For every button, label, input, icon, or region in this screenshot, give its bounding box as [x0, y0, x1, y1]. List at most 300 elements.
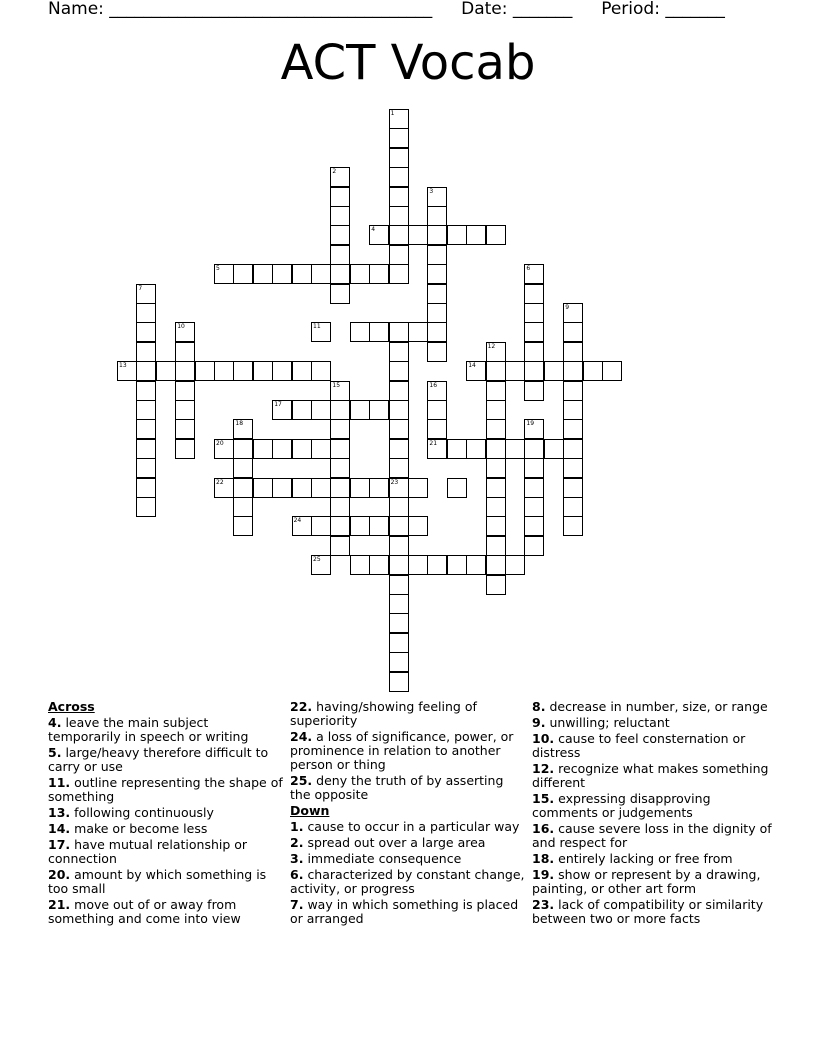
grid-cell[interactable]: [330, 516, 350, 536]
grid-cell[interactable]: [272, 400, 292, 420]
clue-item: [290, 700, 526, 728]
clue-number: 19: [526, 420, 535, 428]
clue-item: [532, 852, 772, 866]
clue-text: decrease in number, size, or range: [549, 699, 768, 714]
grid-cell[interactable]: [389, 187, 409, 207]
grid-cell[interactable]: [408, 322, 428, 342]
grid-cell[interactable]: [233, 419, 253, 439]
grid-cell[interactable]: [466, 361, 486, 381]
clue-text: make or become less: [74, 821, 208, 836]
grid-cell[interactable]: [272, 361, 292, 381]
grid-cell[interactable]: [389, 633, 409, 653]
grid-cell[interactable]: [389, 264, 409, 284]
grid-cell[interactable]: [389, 128, 409, 148]
clue-number-label: 22.: [290, 699, 313, 714]
grid-cell[interactable]: [505, 555, 525, 575]
clue-number-label: 16.: [532, 821, 555, 836]
clue-text: move out of or away from something and come into view: [48, 897, 241, 926]
grid-cell[interactable]: [524, 284, 544, 304]
grid-cell[interactable]: [427, 322, 447, 342]
clue-number: 11: [313, 323, 321, 331]
clue-number-label: 20.: [48, 867, 71, 882]
grid-cell[interactable]: [292, 264, 312, 284]
clue-text: cause severe loss in the dignity of and respect for: [532, 821, 772, 850]
clues-column-1: [48, 700, 284, 928]
clue-item: [290, 868, 526, 896]
name-field-label[interactable]: Name: ______________________________________: [48, 0, 433, 19]
grid-cell[interactable]: [563, 516, 583, 536]
grid-cell[interactable]: [311, 322, 331, 342]
clue-number: 10: [177, 323, 185, 331]
clue-number-label: 24.: [290, 729, 313, 744]
grid-cell[interactable]: [389, 245, 409, 265]
grid-cell[interactable]: [233, 439, 253, 459]
grid-cell[interactable]: [330, 264, 350, 284]
grid-cell[interactable]: [369, 322, 389, 342]
grid-cell[interactable]: [233, 264, 253, 284]
grid-cell[interactable]: [583, 361, 603, 381]
grid-cell[interactable]: [389, 439, 409, 459]
clue-number: 7: [138, 284, 143, 292]
clue-item: [532, 716, 772, 730]
grid-cell[interactable]: [408, 478, 428, 498]
grid-cell[interactable]: [486, 361, 506, 381]
grid-cell[interactable]: [524, 458, 544, 478]
clue-number-label: 19.: [532, 867, 555, 882]
grid-cell[interactable]: [214, 439, 234, 459]
clue-text: cause to occur in a particular way: [307, 819, 520, 834]
clue-text: a loss of significance, power, or prominence in relation to another person or thing: [290, 729, 514, 772]
grid-cell[interactable]: [524, 439, 544, 459]
clue-number-label: 8.: [532, 699, 546, 714]
grid-cell[interactable]: [136, 342, 156, 362]
grid-cell[interactable]: [136, 419, 156, 439]
grid-cell[interactable]: [233, 361, 253, 381]
grid-cell[interactable]: [175, 342, 195, 362]
grid-cell[interactable]: [311, 361, 331, 381]
clue-number-label: 7.: [290, 897, 304, 912]
clue-number: 5: [216, 265, 220, 273]
grid-cell[interactable]: [544, 361, 564, 381]
clue-number-label: 13.: [48, 805, 71, 820]
grid-cell[interactable]: [330, 187, 350, 207]
grid-cell[interactable]: [563, 342, 583, 362]
grid-cell[interactable]: [486, 478, 506, 498]
clue-number: 24: [293, 517, 302, 525]
clue-item: [290, 836, 526, 850]
clue-text: outline representing the shape of something: [48, 775, 283, 804]
grid-cell[interactable]: [330, 478, 350, 498]
grid-cell[interactable]: [330, 284, 350, 304]
clue-text: recognize what makes something different: [532, 761, 769, 790]
clue-item: [290, 852, 526, 866]
grid-cell[interactable]: [175, 381, 195, 401]
grid-cell[interactable]: [524, 342, 544, 362]
grid-cell[interactable]: [524, 478, 544, 498]
clue-item: [532, 700, 772, 714]
clue-text: amount by which something is too small: [48, 867, 267, 896]
grid-cell[interactable]: [292, 400, 312, 420]
grid-cell[interactable]: [524, 536, 544, 556]
grid-cell[interactable]: [311, 555, 331, 575]
down-clue-list: [290, 820, 526, 926]
across-heading: Across: [48, 699, 95, 714]
grid-cell[interactable]: [389, 575, 409, 595]
grid-cell[interactable]: [233, 497, 253, 517]
grid-cell[interactable]: [136, 458, 156, 478]
grid-cell[interactable]: [408, 225, 428, 245]
grid-cell[interactable]: [427, 187, 447, 207]
grid-cell[interactable]: [369, 478, 389, 498]
grid-cell[interactable]: [486, 381, 506, 401]
grid-cell[interactable]: [369, 555, 389, 575]
grid-cell[interactable]: [427, 342, 447, 362]
clue-text: leave the main subject temporarily in speech or writing: [48, 715, 249, 744]
clue-item: [290, 774, 526, 802]
grid-cell[interactable]: [136, 439, 156, 459]
grid-cell[interactable]: [136, 381, 156, 401]
grid-cell[interactable]: [524, 303, 544, 323]
across-clue-list: [48, 716, 284, 926]
grid-cell[interactable]: [486, 555, 506, 575]
grid-cell[interactable]: [524, 497, 544, 517]
clue-text: entirely lacking or free from: [558, 851, 733, 866]
grid-cell[interactable]: [563, 497, 583, 517]
grid-cell[interactable]: [389, 381, 409, 401]
grid-cell[interactable]: [389, 652, 409, 672]
clue-text: way in which something is placed or arranged: [290, 897, 519, 926]
grid-cell[interactable]: [311, 516, 331, 536]
clue-item: [290, 730, 526, 772]
grid-cell[interactable]: [524, 322, 544, 342]
grid-cell[interactable]: [486, 439, 506, 459]
grid-cell[interactable]: [311, 439, 331, 459]
clue-number-label: 2.: [290, 835, 304, 850]
grid-cell[interactable]: [389, 206, 409, 226]
clue-text: show or represent by a drawing, painting, or other art form: [532, 867, 761, 896]
clue-number-label: 18.: [532, 851, 555, 866]
clue-number: 22: [216, 478, 224, 486]
clue-item: [532, 822, 772, 850]
clue-text: deny the truth of by asserting the opposite: [290, 773, 504, 802]
grid-cell[interactable]: [369, 516, 389, 536]
grid-cell[interactable]: [350, 264, 370, 284]
grid-cell[interactable]: [330, 439, 350, 459]
grid-cell[interactable]: [175, 439, 195, 459]
grid-cell[interactable]: [427, 381, 447, 401]
grid-cell[interactable]: [563, 381, 583, 401]
grid-cell[interactable]: [602, 361, 622, 381]
clue-number: 21: [429, 439, 438, 447]
grid-cell[interactable]: [389, 225, 409, 245]
grid-cell[interactable]: [330, 225, 350, 245]
grid-cell[interactable]: [389, 458, 409, 478]
grid-cell[interactable]: [427, 245, 447, 265]
grid-cell[interactable]: [389, 613, 409, 633]
grid-cell[interactable]: [369, 225, 389, 245]
grid-cell[interactable]: [524, 361, 544, 381]
grid-cell[interactable]: [156, 361, 176, 381]
grid-cell[interactable]: [389, 148, 409, 168]
grid-cell[interactable]: [563, 322, 583, 342]
grid-cell[interactable]: [136, 322, 156, 342]
clue-number: 16: [429, 381, 438, 389]
grid-cell[interactable]: [524, 264, 544, 284]
clue-number: 4: [371, 226, 376, 234]
clue-number-label: 10.: [532, 731, 555, 746]
grid-cell[interactable]: [253, 478, 273, 498]
across-clue-list-continued: [290, 700, 526, 802]
clue-text: have mutual relationship or connection: [48, 837, 248, 866]
clue-item: [290, 820, 526, 834]
clue-item: [48, 776, 284, 804]
clue-number-label: 23.: [532, 897, 555, 912]
grid-cell[interactable]: [563, 361, 583, 381]
clue-text: having/showing feeling of superiority: [290, 699, 477, 728]
date-field-label[interactable]: Date: _______: [461, 0, 573, 19]
grid-cell[interactable]: [311, 478, 331, 498]
clue-number: 25: [313, 556, 321, 564]
clue-number: 9: [565, 304, 570, 311]
clue-item: [290, 898, 526, 926]
clue-item: [48, 898, 284, 926]
grid-cell[interactable]: [175, 400, 195, 420]
grid-cell[interactable]: [427, 264, 447, 284]
clue-number-label: 17.: [48, 837, 71, 852]
grid-cell[interactable]: [486, 536, 506, 556]
clue-item: [532, 732, 772, 760]
grid-cell[interactable]: [447, 478, 467, 498]
clue-number: 15: [332, 381, 341, 389]
grid-cell[interactable]: [136, 303, 156, 323]
clue-item: [48, 746, 284, 774]
grid-cell[interactable]: [389, 419, 409, 439]
grid-cell[interactable]: [389, 555, 409, 575]
down-clue-list-continued: [532, 700, 772, 926]
grid-cell[interactable]: [330, 419, 350, 439]
grid-cell[interactable]: [350, 516, 370, 536]
grid-cell[interactable]: [486, 225, 506, 245]
grid-cell[interactable]: [350, 478, 370, 498]
grid-cell[interactable]: [563, 400, 583, 420]
page-title: ACT Vocab: [280, 35, 536, 91]
grid-cell[interactable]: [175, 361, 195, 381]
grid-cell[interactable]: [427, 225, 447, 245]
grid-cell[interactable]: [233, 458, 253, 478]
grid-cell[interactable]: [389, 478, 409, 498]
grid-cell[interactable]: [447, 555, 467, 575]
grid-cell[interactable]: [427, 284, 447, 304]
clue-number: 23: [390, 478, 399, 486]
grid-cell[interactable]: [136, 400, 156, 420]
grid-cell[interactable]: [330, 245, 350, 265]
grid-cell[interactable]: [466, 439, 486, 459]
clue-item: [532, 868, 772, 896]
clue-item: [532, 762, 772, 790]
clue-text: expressing disapproving comments or judgements: [532, 791, 711, 820]
grid-cell[interactable]: [544, 439, 564, 459]
clue-item: [48, 838, 284, 866]
grid-cell[interactable]: [214, 264, 234, 284]
period-field-label[interactable]: Period: _______: [601, 0, 725, 19]
grid-cell[interactable]: [486, 342, 506, 362]
grid-cell[interactable]: [311, 264, 331, 284]
grid-cell[interactable]: [136, 361, 156, 381]
grid-cell[interactable]: [389, 536, 409, 556]
clue-number-label: 5.: [48, 745, 62, 760]
grid-cell[interactable]: [427, 206, 447, 226]
grid-cell[interactable]: [466, 555, 486, 575]
grid-cell[interactable]: [330, 167, 350, 187]
clues-column-3: [532, 700, 772, 928]
grid-cell[interactable]: [272, 439, 292, 459]
grid-cell[interactable]: [427, 439, 447, 459]
grid-cell[interactable]: [563, 478, 583, 498]
clue-text: large/heavy therefore difficult to carry or use: [48, 745, 269, 774]
grid-cell[interactable]: [330, 497, 350, 517]
grid-cell[interactable]: [486, 400, 506, 420]
grid-cell[interactable]: [292, 439, 312, 459]
grid-cell[interactable]: [253, 439, 273, 459]
clues-column-2: [290, 700, 526, 928]
grid-cell[interactable]: [330, 458, 350, 478]
clue-number-label: 3.: [290, 851, 304, 866]
clue-number: 2: [332, 168, 337, 176]
grid-cell[interactable]: [175, 322, 195, 342]
clue-text: immediate consequence: [307, 851, 462, 866]
grid-cell[interactable]: [447, 439, 467, 459]
grid-cell[interactable]: [389, 400, 409, 420]
grid-cell[interactable]: [389, 516, 409, 536]
grid-cell[interactable]: [505, 439, 525, 459]
grid-cell[interactable]: [214, 478, 234, 498]
clue-number: 14: [468, 362, 476, 370]
clue-number: 20: [216, 439, 224, 447]
clue-number: 6: [526, 265, 531, 273]
clue-number-label: 14.: [48, 821, 71, 836]
clue-item: [532, 898, 772, 926]
grid-cell[interactable]: [253, 264, 273, 284]
grid-cell[interactable]: [369, 264, 389, 284]
grid-cell[interactable]: [117, 361, 137, 381]
grid-cell[interactable]: [563, 419, 583, 439]
grid-cell[interactable]: [350, 400, 370, 420]
grid-cell[interactable]: [350, 555, 370, 575]
clue-text: characterized by constant change, activity, or progress: [290, 867, 525, 896]
grid-cell[interactable]: [466, 225, 486, 245]
grid-cell[interactable]: [292, 361, 312, 381]
grid-cell[interactable]: [389, 109, 409, 129]
clue-item: [532, 792, 772, 820]
grid-cell[interactable]: [330, 206, 350, 226]
clue-number: 12: [487, 342, 496, 350]
grid-cell[interactable]: [389, 342, 409, 362]
grid-cell[interactable]: [214, 361, 234, 381]
grid-cell[interactable]: [389, 497, 409, 517]
grid-cell[interactable]: [350, 322, 370, 342]
clue-number: 3: [429, 187, 434, 195]
clue-number-label: 21.: [48, 897, 71, 912]
grid-cell[interactable]: [253, 361, 273, 381]
grid-cell[interactable]: [175, 419, 195, 439]
grid-cell[interactable]: [524, 516, 544, 536]
down-heading: Down: [290, 803, 330, 818]
clue-number-label: 1.: [290, 819, 304, 834]
clue-text: spread out over a large area: [307, 835, 486, 850]
clue-number-label: 9.: [532, 715, 546, 730]
grid-cell[interactable]: [195, 361, 215, 381]
clue-text: lack of compatibility or similarity between two or more facts: [532, 897, 764, 926]
grid-cell[interactable]: [389, 594, 409, 614]
grid-cell[interactable]: [389, 167, 409, 187]
grid-cell[interactable]: [136, 497, 156, 517]
grid-cell[interactable]: [427, 419, 447, 439]
clue-number: 18: [235, 420, 244, 428]
grid-cell[interactable]: [563, 303, 583, 323]
clue-item: [48, 716, 284, 744]
grid-cell[interactable]: [369, 400, 389, 420]
grid-cell[interactable]: [427, 555, 447, 575]
grid-cell[interactable]: [447, 225, 467, 245]
clue-text: following continuously: [74, 805, 214, 820]
grid-cell[interactable]: [389, 672, 409, 692]
grid-cell[interactable]: [427, 400, 447, 420]
grid-cell[interactable]: [427, 303, 447, 323]
grid-cell[interactable]: [389, 322, 409, 342]
grid-cell[interactable]: [563, 439, 583, 459]
clue-item: [48, 822, 284, 836]
grid-cell[interactable]: [272, 264, 292, 284]
grid-cell[interactable]: [524, 419, 544, 439]
grid-cell[interactable]: [563, 458, 583, 478]
grid-cell[interactable]: [505, 361, 525, 381]
grid-cell[interactable]: [233, 478, 253, 498]
clue-number: 17: [274, 401, 282, 408]
grid-cell[interactable]: [311, 400, 331, 420]
clue-item: [48, 868, 284, 896]
clue-text: unwilling; reluctant: [549, 715, 670, 730]
grid-cell[interactable]: [486, 516, 506, 536]
grid-cell[interactable]: [408, 555, 428, 575]
grid-cell[interactable]: [486, 419, 506, 439]
grid-cell[interactable]: [389, 361, 409, 381]
clue-number-label: 4.: [48, 715, 62, 730]
clue-number-label: 6.: [290, 867, 304, 882]
grid-cell[interactable]: [292, 478, 312, 498]
grid-cell[interactable]: [486, 575, 506, 595]
clue-item: [48, 806, 284, 820]
grid-cell[interactable]: [408, 516, 428, 536]
grid-cell[interactable]: [136, 478, 156, 498]
grid-cell[interactable]: [486, 458, 506, 478]
clue-number-label: 15.: [532, 791, 555, 806]
grid-cell[interactable]: [524, 381, 544, 401]
grid-cell[interactable]: [292, 516, 312, 536]
clue-text: cause to feel consternation or distress: [532, 731, 746, 760]
grid-cell[interactable]: [330, 536, 350, 556]
clue-number: 1: [390, 110, 395, 117]
grid-cell[interactable]: [330, 400, 350, 420]
grid-cell[interactable]: [330, 381, 350, 401]
clue-number: 13: [119, 362, 127, 370]
grid-cell[interactable]: [486, 497, 506, 517]
grid-cell[interactable]: [272, 478, 292, 498]
clue-number-label: 25.: [290, 773, 313, 788]
clue-number-label: 11.: [48, 775, 71, 790]
grid-cell[interactable]: [233, 516, 253, 536]
clue-number-label: 12.: [532, 761, 555, 776]
grid-cell[interactable]: [136, 284, 156, 304]
